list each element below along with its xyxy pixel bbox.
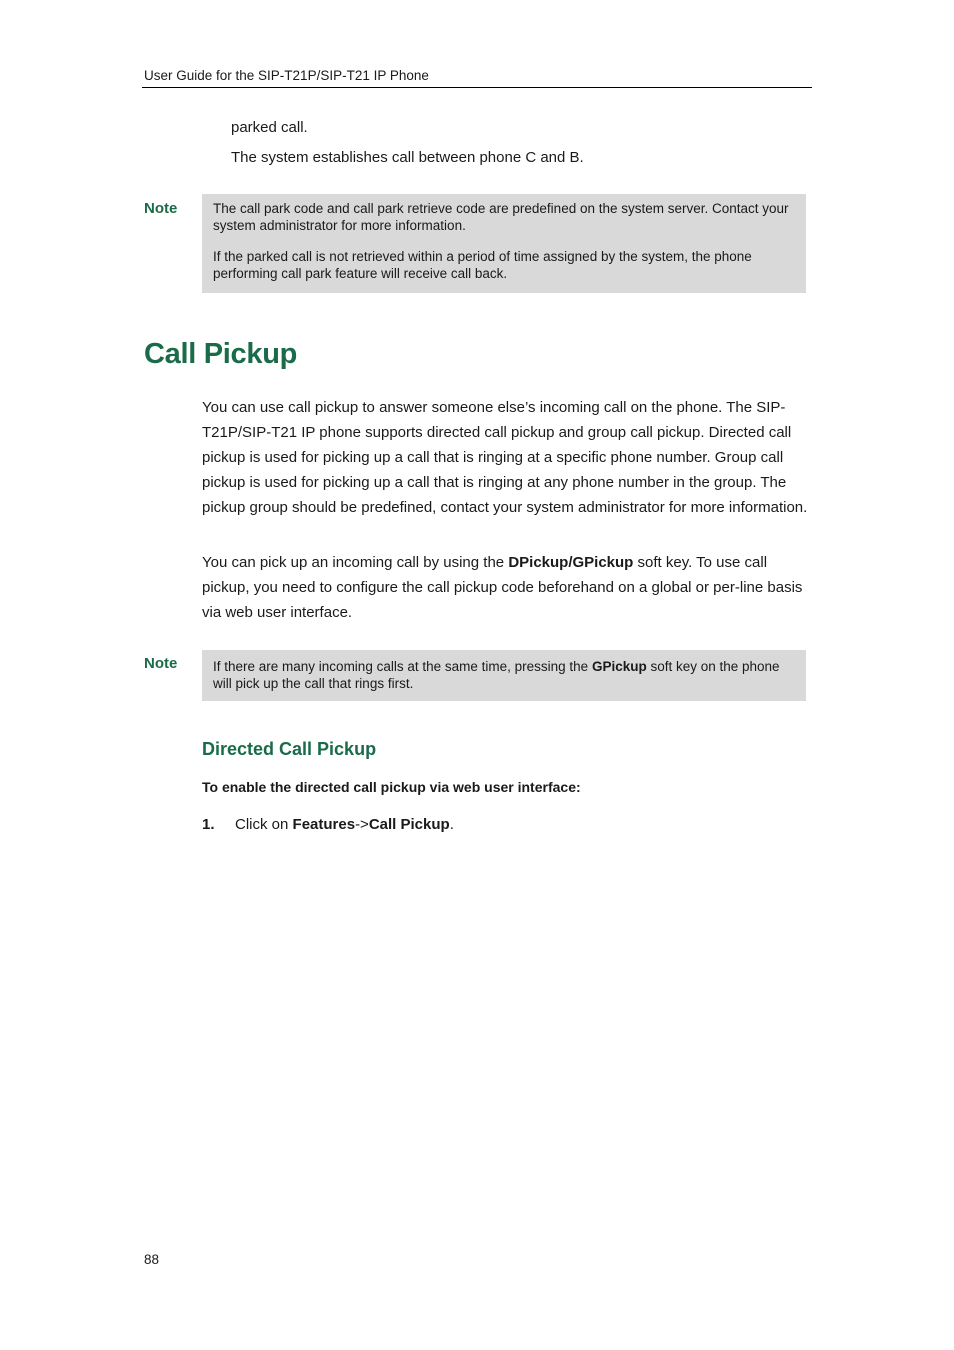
note-label-1: Note [144, 200, 178, 217]
note-label-2: Note [144, 655, 178, 672]
note2-text-post: soft key on the phone will pick up the call that rings first. [213, 659, 780, 691]
para2-text-post: soft key. To use call pickup, you need to configure the call pickup code beforehand on a global or per-line basis via web user interface. [202, 554, 803, 621]
gpickup-key: GPickup [591, 659, 647, 674]
features-menu-ref: Features [292, 816, 356, 833]
intro-line-1: parked call. [231, 119, 308, 136]
step-arrow: -> [355, 816, 369, 833]
note-box-1 [202, 194, 806, 293]
running-header: User Guide for the SIP-T21P/SIP-T21 IP Phone [144, 68, 429, 83]
step-text-pre: Click on [235, 816, 293, 833]
section-title: Call Pickup [144, 338, 298, 370]
section-paragraph-1: You can use call pickup to answer someone else’s incoming call on the phone. The SIP-T21P/SIP-T21 IP phone supports directed call pickup and group call pickup. Directed call pickup is used for picking up a call that is ringing at a specific phone number. Group call pickup is used for picking up a call that is ringing at any phone number in the group. The pickup group should be predefined, contact your system administrator for more information. [202, 399, 808, 516]
note-box-2 [202, 650, 806, 701]
note2-text-pre: If there are many incoming calls at the same time, pressing the [213, 659, 592, 674]
note1-paragraph-1: The call park code and call park retrieve code are predefined on the system server. Contact your system administrator for more information. [213, 201, 789, 233]
subsection-title: Directed Call Pickup [202, 739, 377, 759]
para2-text-pre: You can pick up an incoming call by using the [202, 554, 509, 571]
note1-paragraph-2: If the parked call is not retrieved within a period of time assigned by the system, the phone performing call park feature will receive call back. [213, 249, 752, 281]
section-paragraph-2 [202, 550, 814, 625]
call-pickup-menu-ref: Call Pickup [368, 816, 450, 833]
header-rule [142, 87, 812, 88]
step-number: 1. [202, 816, 215, 833]
page-number: 88 [144, 1252, 160, 1267]
step-text [235, 816, 454, 833]
intro-line-2: The system establishes call between phone C and B. [231, 149, 584, 166]
instruction-heading: To enable the directed call pickup via web user interface: [202, 779, 581, 795]
dpickup-gpickup-key: DPickup/GPickup [508, 554, 634, 571]
step-text-post: . [449, 816, 454, 833]
note2-paragraph [213, 658, 795, 692]
